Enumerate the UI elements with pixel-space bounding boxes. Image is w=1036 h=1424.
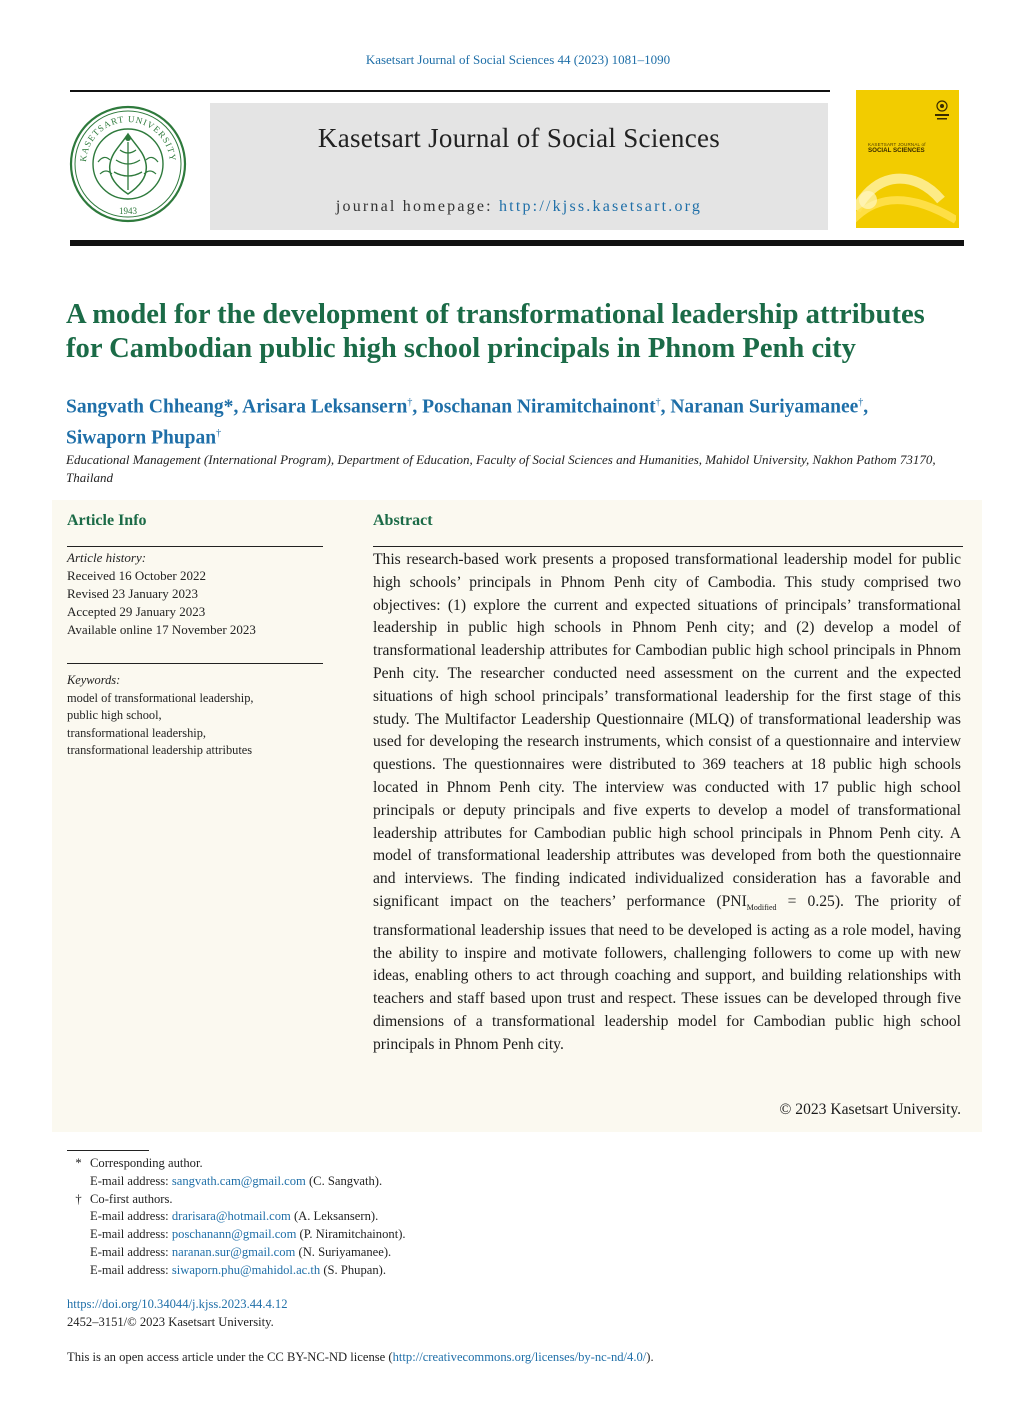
keyword-item: transformational leadership attributes <box>67 743 253 757</box>
homepage-label: journal homepage: <box>335 198 499 215</box>
footnote-rule <box>67 1150 149 1151</box>
svg-text:KASETSART UNIVERSITY: KASETSART UNIVERSITY <box>77 113 179 163</box>
journal-header-band <box>210 103 828 230</box>
abstract-rule <box>373 546 963 547</box>
author-3: Poschanan Niramitchainont <box>422 396 656 418</box>
issn-line: 2452–3151/© 2023 Kasetsart University. <box>67 1315 274 1329</box>
footnotes <box>67 1155 667 1280</box>
abstract-copyright: © 2023 Kasetsart University. <box>779 1101 961 1118</box>
keywords-rule <box>67 663 323 664</box>
email-line: E-mail address: poschanann@gmail.com (P. Niramitchainont). <box>90 1227 406 1242</box>
abstract-body: This research-based work presents a proposed transformational leadership model for public high schools’ principals in Phnom Penh city of Cambodia. This study comprised two objectives: (1) explore the current and expected situations of principals’ transformational leadership in public high schools in Phnom Penh city; and (2) develop a model of transformational leadership attributes for Cambodian public high school principals in Phnom Penh city. The researcher conducted need assessment on the current and the expected situations of high school principals’ transformational leadership for the first stage of this study. The Multifactor Leadership Questionnaire (MLQ) of transformational leadership was used for developing the research instruments, which consist of a questionnaire and interview questions. The questionnaires were distributed to 369 teachers at 18 public high schools located in Phnom Penh city. The interview was conducted with 17 public high school principals or deputy principals and five experts to develop a model of transformational leadership attributes for Cambodian public high school principals in Phnom Penh city. A model of transformational leadership attributes was developed from both the questionnaire and interviews. The finding indicated individualized consideration has a favorable and significant impact on the teachers’ performance $(PNI_{Modified} = 0.25)$. The priority of transformational leadership issues that need to be developed is acting as a role model, having the ability to inspire and motivate followers, challenging followers to come up with new ideas, enabling others to act through coaching and support, and building relationships with teachers and staff based upon trust and respect. These issues can be developed through five dimensions of a transformational leadership model for Cambodian public high school principals in Phnom Penh city. <box>373 551 961 1053</box>
online-date: Available online 17 November 2023 <box>67 622 256 637</box>
received-date: Received 16 October 2022 <box>67 568 206 583</box>
article-info-heading: Article Info <box>67 512 147 529</box>
cover-emblem-icon <box>932 98 952 122</box>
journal-name: Kasetsart Journal of Social Sciences <box>317 123 721 153</box>
accepted-date: Accepted 29 January 2023 <box>67 604 206 619</box>
keyword-item: model of transformational leadership, <box>67 690 254 705</box>
license-link[interactable]: http://creativecommons.org/licenses/by-nc-nd/4.0/ <box>392 1350 647 1364</box>
co-first-author-note: † Co-first authors. <box>75 1191 173 1206</box>
svg-text:1943: 1943 <box>119 206 137 216</box>
keywords-label: Keywords: <box>67 673 121 687</box>
email-line: E-mail address: siwaporn.phu@mahidol.ac.th (S. Phupan). <box>90 1262 386 1277</box>
author-affiliation: Educational Management (International Program), Department of Education, Faculty of Social Sciences and Humanities, Mahidol University, Nakhon Pathom 73170, Thailand <box>66 452 936 485</box>
email-line: E-mail address: drarisara@hotmail.com (A. Leksansern). <box>90 1209 379 1224</box>
paper-title-line-2: for Cambodian public high school principals in Phnom Penh city <box>66 333 856 364</box>
abstract-heading: Abstract <box>373 512 433 529</box>
header-bottom-rule <box>70 240 964 246</box>
author-1: Sangvath Chheang* <box>66 396 234 418</box>
paper-title-line-1: A model for the development of transformational leadership attributes <box>66 299 925 330</box>
keyword-item: transformational leadership, <box>67 725 207 740</box>
history-label: Article history: <box>67 550 147 565</box>
cover-swirl-graphic <box>856 150 956 228</box>
university-seal-logo <box>68 102 188 226</box>
journal-citation: Kasetsart Journal of Social Sciences 44 (2023) 1081–1090 <box>365 52 671 67</box>
email-link[interactable]: drarisara@hotmail.com <box>171 1209 291 1224</box>
homepage-link[interactable]: http://kjss.kasetsart.org <box>498 198 703 215</box>
cover-kicker: KASETSART JOURNAL of <box>868 142 926 147</box>
cover-title: SOCIAL SCIENCES <box>868 147 925 154</box>
header-top-rule <box>70 90 830 92</box>
pni-subscript: Modified <box>746 903 777 913</box>
keywords-block <box>67 672 327 760</box>
author-4: Naranan Suriyamanee <box>670 396 859 418</box>
email-link[interactable]: naranan.sur@gmail.com <box>171 1244 296 1259</box>
corresponding-author-note: * Corresponding author. <box>75 1156 203 1170</box>
corresponding-email-link[interactable]: sangvath.cam@gmail.com <box>171 1173 306 1188</box>
author-2: Arisara Leksansern <box>242 396 408 418</box>
journal-cover-thumbnail <box>856 90 959 228</box>
article-info-rule <box>67 546 323 547</box>
author-5: Siwaporn Phupan <box>66 427 217 448</box>
article-history <box>67 549 327 639</box>
author-list: Sangvath Chheang*, Arisara Leksansern†, Poschanan Niramitchainont†, Naranan Suriyamanee†, Siwaporn Phupan† <box>66 396 869 448</box>
email-link[interactable]: siwaporn.phu@mahidol.ac.th <box>171 1262 321 1277</box>
corresponding-email-line: E-mail address: sangvath.cam@gmail.com (C. Sangvath). <box>90 1173 383 1188</box>
email-link[interactable]: poschanann@gmail.com <box>171 1227 297 1242</box>
email-line: E-mail address: naranan.sur@gmail.com (N. Suriyamanee). <box>90 1244 392 1259</box>
paper-title <box>66 298 976 366</box>
revised-date: Revised 23 January 2023 <box>67 586 199 601</box>
license-statement: This is an open access article under the CC BY-NC-ND license (http://creativecommons.org/licenses/by-nc-nd/4.0/). <box>67 1350 654 1364</box>
journal-homepage <box>210 198 828 216</box>
doi-link[interactable]: https://doi.org/10.34044/j.kjss.2023.44.4.12 <box>67 1297 288 1311</box>
keyword-item: public high school, <box>67 708 162 722</box>
